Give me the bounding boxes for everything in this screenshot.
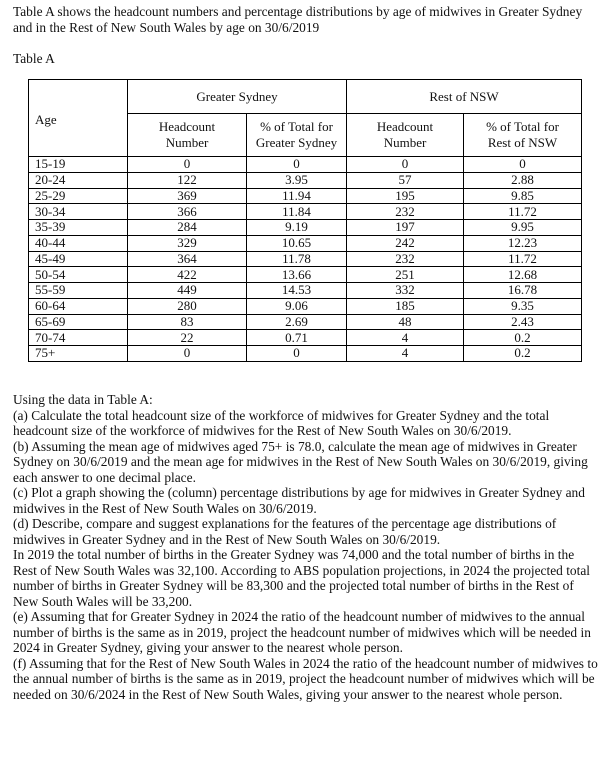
age-header: Age (29, 80, 128, 157)
questions-section (13, 392, 598, 702)
gs-percent-cell: 10.65 (247, 235, 347, 251)
rn-headcount-cell: 48 (347, 314, 464, 330)
header-line: Greater Sydney (255, 135, 338, 150)
age-cell: 65-69 (29, 314, 128, 330)
header-line: Number (165, 135, 209, 150)
gs-headcount-cell: 369 (128, 188, 247, 204)
table-row (29, 157, 582, 173)
gs-percent-cell: 3.95 (247, 172, 347, 188)
gs-percent-cell: 0.71 (247, 330, 347, 346)
rn-headcount-cell: 185 (347, 298, 464, 314)
header-line: % of Total for (260, 119, 333, 134)
gs-percent-cell: 2.69 (247, 314, 347, 330)
rn-headcount-cell: 195 (347, 188, 464, 204)
question-a: (a) Calculate the total headcount size of the workforce of midwives for Greater Sydney and the total headcount size of the workforce of midwives for the Rest of New South Wales on 30/6/2019. (13, 407, 550, 438)
rn-percent-cell: 12.23 (464, 235, 582, 251)
rn-percent-cell: 9.35 (464, 298, 582, 314)
table-row (29, 172, 582, 188)
header-line: Rest of NSW (487, 135, 558, 150)
gs-headcount-cell: 0 (128, 157, 247, 173)
gs-headcount-cell: 22 (128, 330, 247, 346)
gs-percent-cell: 11.84 (247, 204, 347, 220)
table-row (29, 346, 582, 362)
gs-percent-cell: 13.66 (247, 267, 347, 283)
header-line: % of Total for (486, 119, 559, 134)
rn-headcount-cell: 232 (347, 204, 464, 220)
table-row (29, 204, 582, 220)
gs-headcount-cell: 0 (128, 346, 247, 362)
rn-headcount-cell: 242 (347, 235, 464, 251)
gs-headcount-header (128, 114, 247, 157)
question-b: (b) Assuming the mean age of midwives aged 75+ is 78.0, calculate the mean age of midwives in Greater Sydney on 30/6/2019 and the mean age for midwives in the Rest of New South Wales on 30/6/2019, giving each answer to one decimal place. (13, 438, 588, 485)
rn-headcount-cell: 232 (347, 251, 464, 267)
question-c: (c) Plot a graph showing the (column) percentage distributions by age for midwives in Greater Sydney and midwives in the Rest of New South Wales on 30/6/2019. (13, 485, 585, 516)
questions-lead: Using the data in Table A: (13, 392, 153, 407)
rn-headcount-cell: 4 (347, 346, 464, 362)
rn-headcount-header (347, 114, 464, 157)
age-cell: 50-54 (29, 267, 128, 283)
table-row (29, 283, 582, 299)
gs-headcount-cell: 449 (128, 283, 247, 299)
gs-percent-cell: 9.06 (247, 298, 347, 314)
age-cell: 60-64 (29, 298, 128, 314)
rn-percent-cell: 9.95 (464, 220, 582, 236)
gs-headcount-cell: 364 (128, 251, 247, 267)
table-row (29, 188, 582, 204)
gs-percent-header (247, 114, 347, 157)
age-cell: 70-74 (29, 330, 128, 346)
births-context: In 2019 the total number of births in the Greater Sydney was 74,000 and the total number of births in the Rest of New South Wales was 32,100. According to ABS population projections, in 2024 the projected total number of births in Greater Sydney will be 83,300 and the projected total number of births in the Rest of New South Wales will be 33,200. (13, 547, 590, 609)
rn-percent-cell: 9.85 (464, 188, 582, 204)
rn-percent-cell: 0.2 (464, 346, 582, 362)
gs-percent-cell: 11.78 (247, 251, 347, 267)
question-e: (e) Assuming that for Greater Sydney in 2024 the ratio of the headcount number of midwives to the annual number of births is the same as in 2019, project the headcount number of midwives which will be needed in 2024 in Greater Sydney, giving your answer to the nearest whole person. (13, 609, 591, 655)
rn-percent-cell: 0.2 (464, 330, 582, 346)
table-row (29, 314, 582, 330)
age-cell: 75+ (29, 346, 128, 362)
rn-percent-cell: 2.88 (464, 172, 582, 188)
age-cell: 15-19 (29, 157, 128, 173)
table-row (29, 298, 582, 314)
rn-headcount-cell: 4 (347, 330, 464, 346)
table-group-header-row (29, 80, 582, 114)
gs-percent-cell: 14.53 (247, 283, 347, 299)
rn-percent-cell: 11.72 (464, 204, 582, 220)
rn-percent-cell: 0 (464, 157, 582, 173)
age-cell: 35-39 (29, 220, 128, 236)
rn-percent-header (464, 114, 582, 157)
gs-percent-cell: 11.94 (247, 188, 347, 204)
gs-headcount-cell: 122 (128, 172, 247, 188)
table-row (29, 330, 582, 346)
rn-headcount-cell: 0 (347, 157, 464, 173)
intro-paragraph: Table A shows the headcount numbers and percentage distributions by age of midwives in Greater Sydney and in the Rest of New South Wales by age on 30/6/2019 (13, 4, 583, 35)
table-row (29, 235, 582, 251)
table-caption: Table A (13, 51, 55, 66)
gs-percent-cell: 9.19 (247, 220, 347, 236)
question-d: (d) Describe, compare and suggest explanations for the features of the percentage age distributions of midwives in Greater Sydney and in the Rest of New South Wales on 30/6/2019. (13, 516, 557, 547)
age-cell: 30-34 (29, 204, 128, 220)
table-row (29, 220, 582, 236)
gs-headcount-cell: 280 (128, 298, 247, 314)
gs-headcount-cell: 366 (128, 204, 247, 220)
age-cell: 40-44 (29, 235, 128, 251)
question-f: (f) Assuming that for the Rest of New South Wales in 2024 the ratio of the headcount number of midwives to the annual number of births is the same as in 2019, project the headcount number of midwives which will be needed on 30/6/2024 in the Rest of New South Wales, giving your answer to the nearest whole person. (13, 655, 598, 702)
rn-headcount-cell: 57 (347, 172, 464, 188)
rn-headcount-cell: 251 (347, 267, 464, 283)
gs-headcount-cell: 83 (128, 314, 247, 330)
rn-percent-cell: 12.68 (464, 267, 582, 283)
header-line: Number (383, 135, 427, 150)
header-line: Headcount (158, 119, 216, 134)
header-line: Headcount (376, 119, 434, 134)
rest-of-nsw-header: Rest of NSW (347, 80, 582, 114)
gs-percent-cell: 0 (247, 157, 347, 173)
gs-headcount-cell: 284 (128, 220, 247, 236)
table-row (29, 251, 582, 267)
rn-headcount-cell: 197 (347, 220, 464, 236)
age-cell: 45-49 (29, 251, 128, 267)
table-row (29, 267, 582, 283)
greater-sydney-header: Greater Sydney (128, 80, 347, 114)
age-cell: 20-24 (29, 172, 128, 188)
rn-percent-cell: 11.72 (464, 251, 582, 267)
rn-percent-cell: 16.78 (464, 283, 582, 299)
rn-percent-cell: 2.43 (464, 314, 582, 330)
gs-percent-cell: 0 (247, 346, 347, 362)
gs-headcount-cell: 422 (128, 267, 247, 283)
age-cell: 55-59 (29, 283, 128, 299)
gs-headcount-cell: 329 (128, 235, 247, 251)
midwives-age-table (28, 79, 582, 362)
rn-headcount-cell: 332 (347, 283, 464, 299)
age-cell: 25-29 (29, 188, 128, 204)
